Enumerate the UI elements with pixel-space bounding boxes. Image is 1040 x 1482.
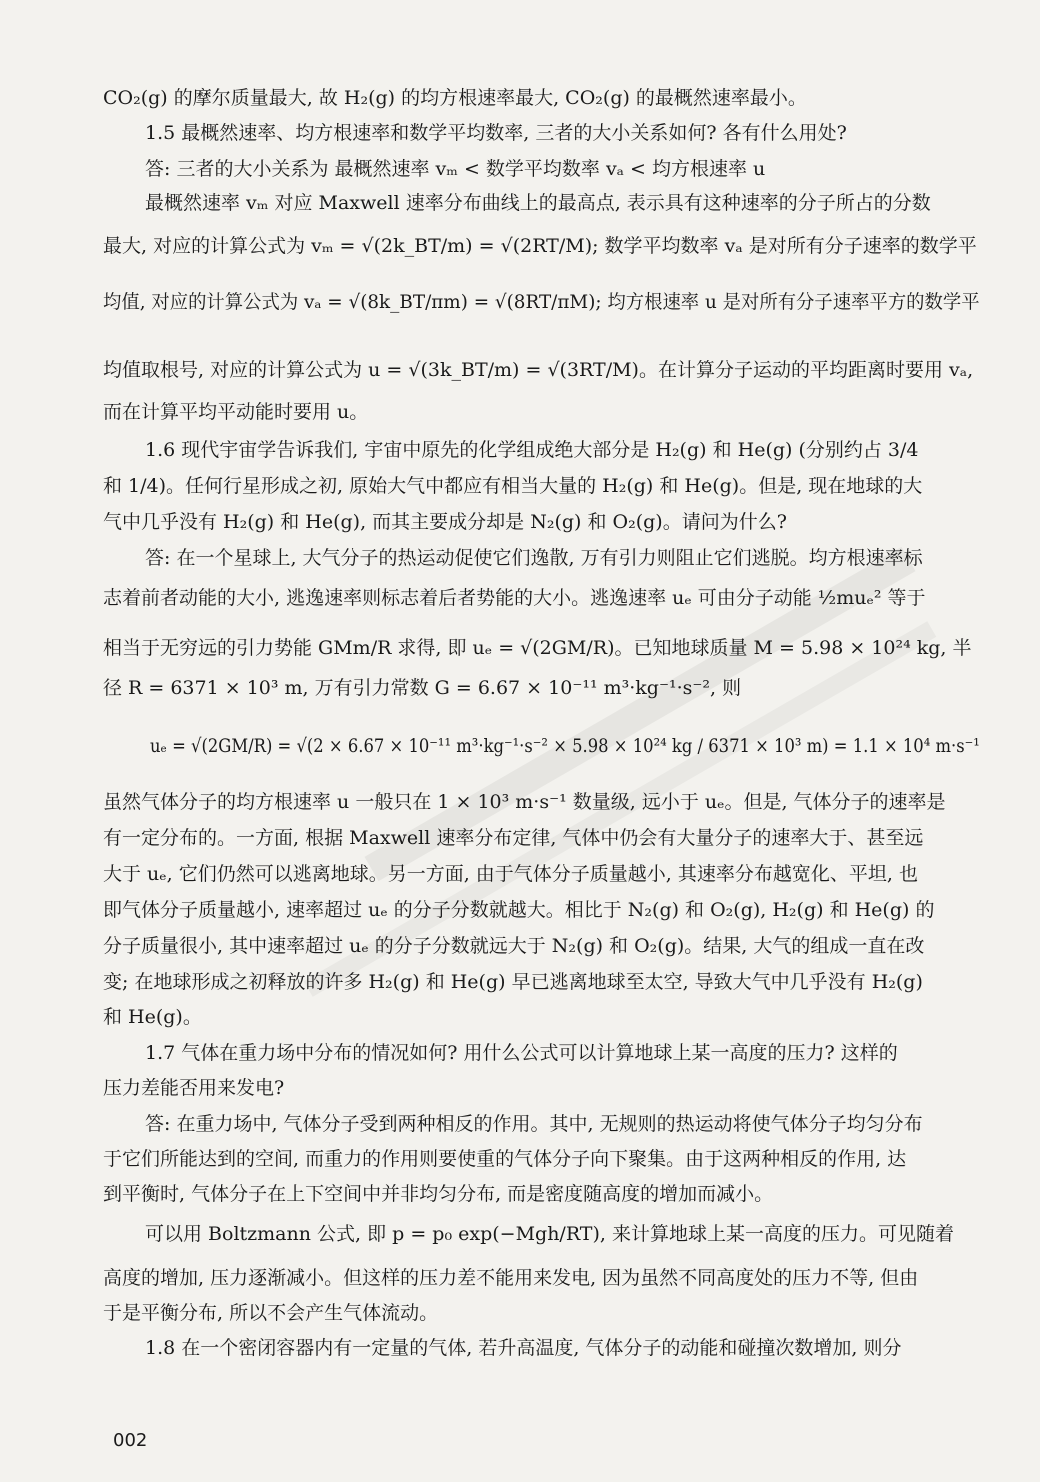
text-line: 即气体分子质量越小, 速率超过 uₑ 的分子分数就越大。相比于 N₂(g) 和 O₂(g), H₂(g) 和 He(g) 的 [103, 899, 935, 921]
answer-line: 答: 在一个星球上, 大气分子的热运动促使它们逸散, 万有引力则阻止它们逃脱。均方根速率标 [145, 547, 923, 569]
text-line: 于它们所能达到的空间, 而重力的作用则要使重的气体分子向下聚集。由于这两种相反的作用, 达 [103, 1148, 907, 1170]
text-line: 高度的增加, 压力逐渐减小。但这样的压力差不能用来发电, 因为虽然不同高度处的压力不等, 但由 [103, 1267, 919, 1289]
text-line-formula: 均值, 对应的计算公式为 vₐ = √(8k_BT/πm) = √(8RT/πM); 均方根速率 u 是对所有分子速率平方的数学平 [103, 291, 980, 313]
text-line: CO₂(g) 的摩尔质量最大, 故 H₂(g) 的均方根速率最大, CO₂(g) 的最概然速率最小。 [103, 87, 807, 109]
text-line: 径 R = 6371 × 10³ m, 万有引力常数 G = 6.67 × 10⁻¹¹ m³·kg⁻¹·s⁻², 则 [103, 677, 742, 699]
text-line: 而在计算平均平动能时要用 u。 [103, 401, 369, 423]
text-line: 分子质量很小, 其中速率超过 uₑ 的分子分数就远大于 N₂(g) 和 O₂(g)。结果, 大气的组成一直在改 [103, 935, 925, 957]
text-line: 最概然速率 vₘ 对应 Maxwell 速率分布曲线上的最高点, 表示具有这种速率的分子所占的分数 [145, 192, 931, 214]
question-1-6: 1.6 现代宇宙学告诉我们, 宇宙中原先的化学组成绝大部分是 H₂(g) 和 He(g) (分别约占 3/4 [145, 439, 919, 461]
answer-line: 答: 三者的大小关系为 最概然速率 vₘ < 数学平均数率 vₐ < 均方根速率 u [145, 158, 766, 180]
answer-line: 答: 在重力场中, 气体分子受到两种相反的作用。其中, 无规则的热运动将使气体分子均匀分布 [145, 1113, 923, 1135]
text-line: 虽然气体分子的均方根速率 u 一般只在 1 × 10³ m·s⁻¹ 数量级, 远小于 uₑ。但是, 气体分子的速率是 [103, 791, 946, 813]
text-line-formula: 相当于无穷远的引力势能 GMm/R 求得, 即 uₑ = √(2GM/R)。已知地球质量 M = 5.98 × 10²⁴ kg, 半 [103, 637, 972, 659]
page-number: 002 [113, 1430, 148, 1451]
text-line: 气中几乎没有 H₂(g) 和 He(g), 而其主要成分却是 N₂(g) 和 O₂(g)。请问为什么? [103, 511, 787, 533]
question-1-7: 1.7 气体在重力场中分布的情况如何? 用什么公式可以计算地球上某一高度的压力? 这样的 [145, 1042, 898, 1064]
text-line: 变; 在地球形成之初释放的许多 H₂(g) 和 He(g) 早已逃离地球至太空, 导致大气中几乎没有 H₂(g) [103, 971, 923, 993]
text-line-formula: 可以用 Boltzmann 公式, 即 p = p₀ exp(−Mgh/RT), 来计算地球上某一高度的压力。可见随着 [145, 1223, 954, 1245]
question-1-8: 1.8 在一个密闭容器内有一定量的气体, 若升高温度, 气体分子的动能和碰撞次数增加, 则分 [145, 1337, 902, 1359]
text-line-formula: 志着前者动能的大小, 逃逸速率则标志着后者势能的大小。逃逸速率 uₑ 可由分子动能 ½muₑ² 等于 [103, 587, 926, 609]
text-line: 于是平衡分布, 所以不会产生气体流动。 [103, 1302, 439, 1324]
text-line-formula: 最大, 对应的计算公式为 vₘ = √(2k_BT/m) = √(2RT/M); 数学平均数率 vₐ 是对所有分子速率的数学平 [103, 235, 977, 257]
text-line-formula: 均值取根号, 对应的计算公式为 u = √(3k_BT/m) = √(3RT/M)。在计算分子运动的平均距离时要用 vₐ, [103, 359, 974, 381]
display-equation: uₑ = √(2GM/R) = √(2 × 6.67 × 10⁻¹¹ m³·kg⁻¹·s⁻² × 5.98 × 10²⁴ kg / 6371 × 10³ m) = 1.1 × 10⁴ m·s⁻¹ [150, 735, 980, 757]
text-line: 压力差能否用来发电? [103, 1077, 285, 1099]
text-line: 到平衡时, 气体分子在上下空间中并非均匀分布, 而是密度随高度的增加而减小。 [103, 1183, 774, 1205]
text-line: 大于 uₑ, 它们仍然可以逃离地球。另一方面, 由于气体分子质量越小, 其速率分布越宽化、平坦, 也 [103, 863, 918, 885]
text-line: 和 He(g)。 [103, 1006, 202, 1028]
text-line: 和 1/4)。任何行星形成之初, 原始大气中都应有相当大量的 H₂(g) 和 He(g)。但是, 现在地球的大 [103, 475, 923, 497]
text-line: 有一定分布的。一方面, 根据 Maxwell 速率分布定律, 气体中仍会有大量分子的速率大于、甚至远 [103, 827, 924, 849]
question-1-5: 1.5 最概然速率、均方根速率和数学平均数率, 三者的大小关系如何? 各有什么用处? [145, 122, 847, 144]
